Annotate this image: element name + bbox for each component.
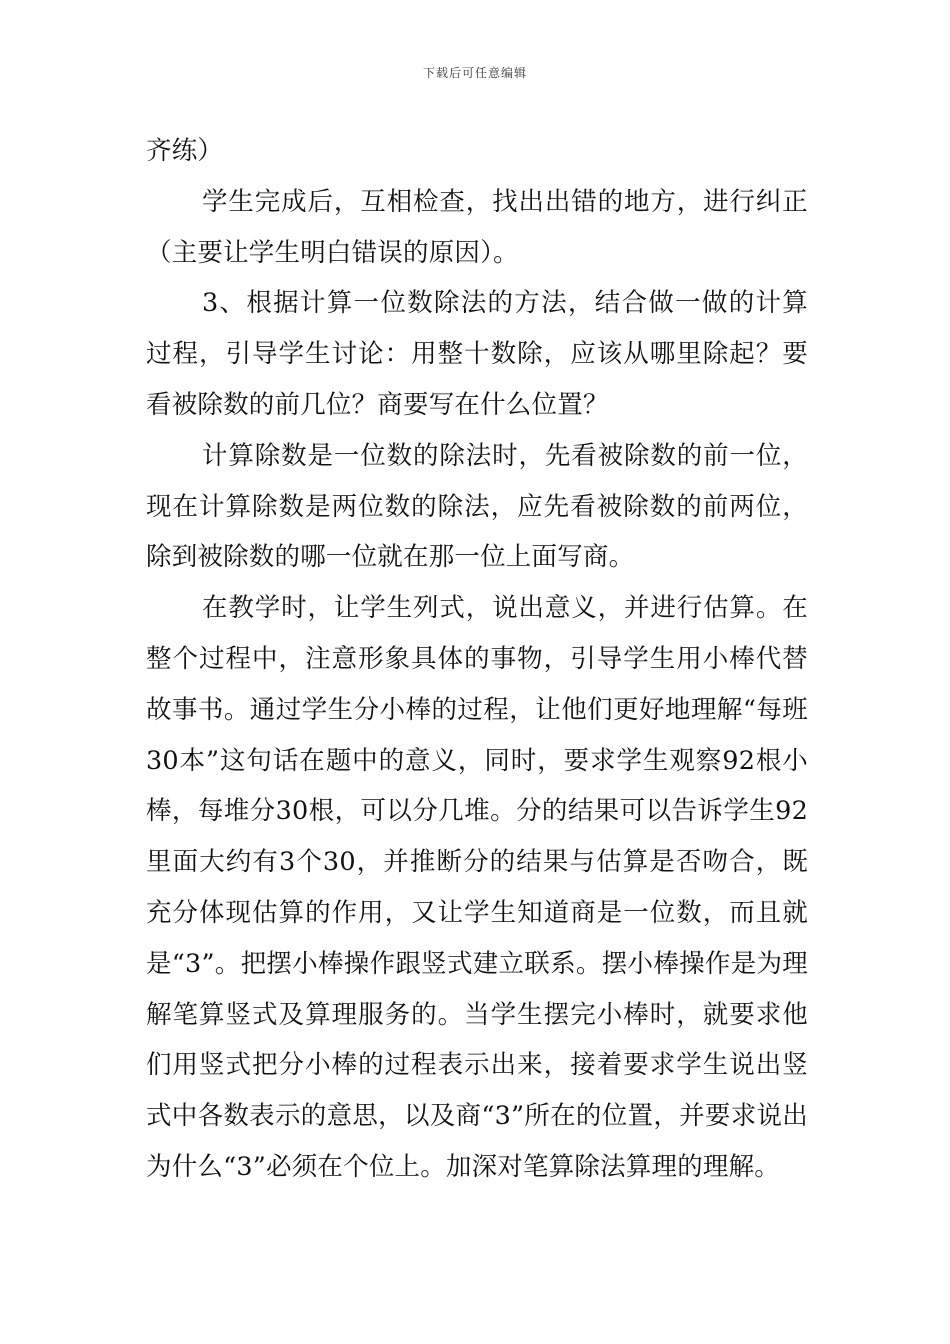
paragraph-2: 学生完成后，互相检查，找出出错的地方，进行纠正（主要让学生明白错误的原因）。 (146, 186, 808, 268)
paragraph-5: 在教学时，让学生列式，说出意义，并进行估算。在整个过程中，注意形象具体的事物，引导学生用小棒代替故事书。通过学生分小棒的过程，让他们更好地理解“每班30本”这句话在题中的意义，同时，要求学生观察92根小棒，每堆分30根，可以分几堆。分的结果可以告诉学生92里面大约有3个30，并推断分的结果与估算是否吻合，既充分体现估算的作用，又让学生知道商是一位数，而且就是“3”。把摆小棒操作跟竖式建立联系。摆小棒操作是为理解笔算竖式及算理服务的。当学生摆完小棒时，就要求他们用竖式把分小棒的过程表示出来，接着要求学生说出竖式中各数表示的意思，以及商“3”所在的位置，并要求说出为什么“3”必须在个位上。加深对笔算除法算理的理解。 (146, 593, 808, 1182)
paragraph-4: 计算除数是一位数的除法时，先看被除数的前一位，现在计算除数是两位数的除法，应先看被除数的前两位，除到被除数的哪一位就在那一位上面写商。 (146, 440, 808, 573)
paragraph-1: 齐练） (146, 136, 224, 166)
paragraph-3: 3、根据计算一位数除法的方法，结合做一做的计算过程，引导学生讨论：用整十数除，应该从哪里除起？要看被除数的前几位？商要写在什么位置？ (146, 288, 808, 420)
document-body (146, 126, 808, 1193)
page-header: 下载后可任意编辑 (422, 66, 527, 80)
